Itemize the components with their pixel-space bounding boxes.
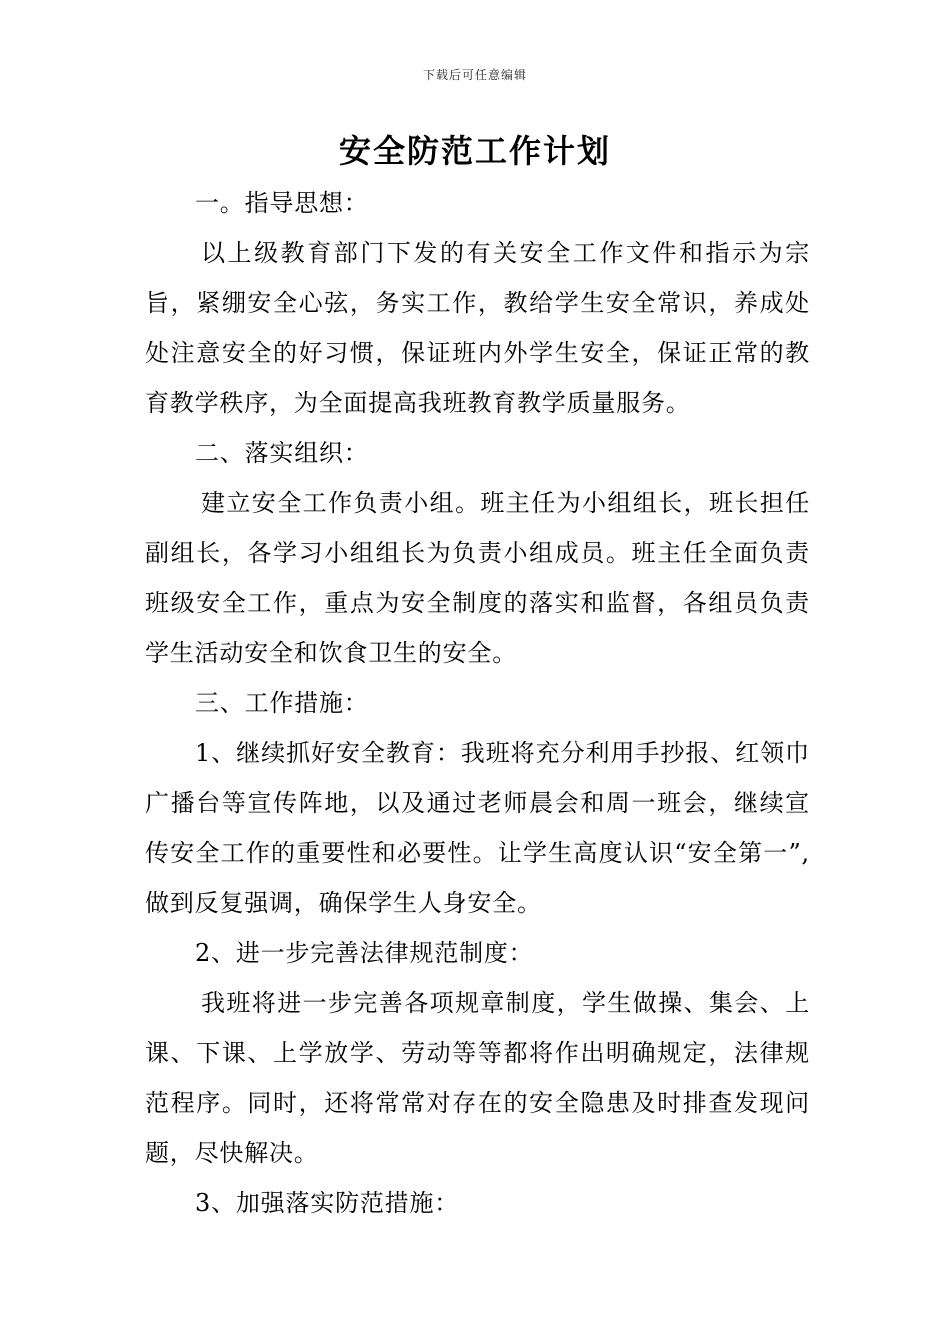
paragraph-organization: 建立安全工作负责小组。班主任为小组组长，班长担任副组长，各学习小组组长为负责小组成员。班主任全面负责班级安全工作，重点为安全制度的落实和监督，各组员负责学生活动安全和饮食卫生的安全。 xyxy=(145,489,810,667)
document-title: 安全防范工作计划 xyxy=(338,132,611,170)
paragraph-measure-2: 我班将进一步完善各项规章制度，学生做操、集会、上课、下课、上学放学、劳动等等都将作出明确规定，法律规范程序。同时，还将常常对存在的安全隐患及时排查发现问题，尽快解决。 xyxy=(145,989,810,1167)
subheading-measure-2: 2、进一步完善法律规范制度： xyxy=(195,939,534,967)
document-body xyxy=(145,178,810,1228)
subheading-measure-3: 3、加强落实防范措施： xyxy=(195,1189,460,1217)
header-note: 下载后可任意编辑 xyxy=(422,68,527,82)
paragraph-measure-1: 1、继续抓好安全教育：我班将充分利用手抄报、红领巾广播台等宣传阵地，以及通过老师晨会和周一班会，继续宣传安全工作的重要性和必要性。让学生高度认识“安全第一”,做到反复强调，确保学生人身安全。 xyxy=(145,739,810,917)
paragraph-guiding-ideology: 以上级教育部门下发的有关安全工作文件和指示为宗旨，紧绷安全心弦，务实工作，教给学生安全常识，养成处处注意安全的好习惯，保证班内外学生安全，保证正常的教育教学秩序，为全面提高我班教育教学质量服务。 xyxy=(145,239,810,417)
section-heading-measures: 三、工作措施： xyxy=(195,689,369,717)
section-heading-guiding-ideology: 一。指导思想： xyxy=(195,189,369,217)
section-heading-organization: 二、落实组织： xyxy=(195,439,369,467)
